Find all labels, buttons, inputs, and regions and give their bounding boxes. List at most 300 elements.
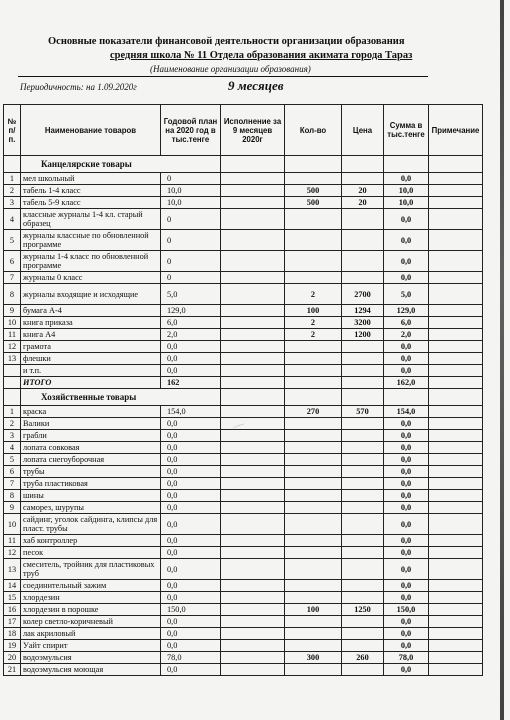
quantity-value: 2 (285, 284, 342, 305)
row-number: 18 (4, 628, 21, 640)
quantity-value (285, 173, 342, 185)
sum-value: 0,0 (384, 353, 429, 365)
plan-value: 0,0 (161, 365, 221, 377)
table-row (4, 580, 483, 592)
quantity-value (285, 272, 342, 284)
quantity-value: 2 (285, 329, 342, 341)
sum-value: 0,0 (384, 514, 429, 535)
note-value (429, 317, 483, 329)
price-value: 1294 (342, 305, 384, 317)
price-value (342, 514, 384, 535)
row-number: 11 (4, 535, 21, 547)
total-price (342, 377, 384, 389)
total-number-cell (4, 377, 21, 389)
price-value: 20 (342, 197, 384, 209)
note-value (429, 341, 483, 353)
plan-value: 0,0 (161, 535, 221, 547)
table-row (4, 490, 483, 502)
total-row (4, 377, 483, 389)
item-name: песок (21, 547, 161, 559)
row-number: 12 (4, 547, 21, 559)
col-header-sum: Сумма в тыс.тенге (384, 105, 429, 156)
row-number: 3 (4, 430, 21, 442)
note-value (429, 442, 483, 454)
item-name: колер светло-коричневый (21, 616, 161, 628)
execution-value (221, 209, 285, 230)
table-row (4, 592, 483, 604)
note-value (429, 353, 483, 365)
execution-value (221, 272, 285, 284)
section-empty-cell (429, 389, 483, 406)
item-name: хлордезин (21, 592, 161, 604)
table-row (4, 197, 483, 209)
sum-value: 0,0 (384, 341, 429, 353)
price-value (342, 628, 384, 640)
organization-caption: (Наименование организации образования) (150, 64, 311, 74)
table-row (4, 251, 483, 272)
row-number: 20 (4, 652, 21, 664)
price-value (342, 173, 384, 185)
sum-value: 0,0 (384, 272, 429, 284)
section-empty-cell (342, 156, 384, 173)
sum-value: 0,0 (384, 616, 429, 628)
price-value (342, 490, 384, 502)
quantity-value: 270 (285, 406, 342, 418)
total-plan: 162 (161, 377, 221, 389)
sum-value: 0,0 (384, 478, 429, 490)
note-value (429, 197, 483, 209)
price-value (342, 341, 384, 353)
sum-value: 0,0 (384, 418, 429, 430)
execution-value (221, 640, 285, 652)
item-name: бумага А-4 (21, 305, 161, 317)
plan-value: 0,0 (161, 664, 221, 676)
table-row (4, 604, 483, 616)
item-name: саморез, шурупы (21, 502, 161, 514)
row-number: 16 (4, 604, 21, 616)
table-row (4, 616, 483, 628)
table-row (4, 284, 483, 305)
plan-value: 0,0 (161, 430, 221, 442)
item-name: Уайт спирит (21, 640, 161, 652)
quantity-value (285, 353, 342, 365)
row-number: 13 (4, 559, 21, 580)
execution-value (221, 502, 285, 514)
note-value (429, 284, 483, 305)
note-value (429, 173, 483, 185)
row-number: 17 (4, 616, 21, 628)
total-label: ИТОГО (21, 377, 161, 389)
note-value (429, 305, 483, 317)
table-row (4, 173, 483, 185)
table-row (4, 272, 483, 284)
sum-value: 10,0 (384, 197, 429, 209)
row-number: 4 (4, 442, 21, 454)
sum-value: 0,0 (384, 454, 429, 466)
row-number: 3 (4, 197, 21, 209)
plan-value: 10,0 (161, 185, 221, 197)
row-number: 6 (4, 466, 21, 478)
note-value (429, 628, 483, 640)
price-value (342, 664, 384, 676)
item-name: грабли (21, 430, 161, 442)
execution-value (221, 305, 285, 317)
plan-value: 0,0 (161, 592, 221, 604)
col-header-plan: Годовой план на 2020 год в тыс.тенге (161, 105, 221, 156)
quantity-value: 100 (285, 305, 342, 317)
quantity-value (285, 580, 342, 592)
col-header-price: Цена (342, 105, 384, 156)
item-name: журналы 1-4 класс по обновленной программе (21, 251, 161, 272)
table-row (4, 430, 483, 442)
item-name: лопата снегоуборочная (21, 454, 161, 466)
plan-value: 0,0 (161, 454, 221, 466)
table-row (4, 230, 483, 251)
quantity-value (285, 466, 342, 478)
item-name: грамота (21, 341, 161, 353)
item-name: лопата совковая (21, 442, 161, 454)
plan-value: 0,0 (161, 418, 221, 430)
sum-value: 0,0 (384, 628, 429, 640)
note-value (429, 514, 483, 535)
price-value (342, 365, 384, 377)
item-name: табель 5-9 класс (21, 197, 161, 209)
price-value (342, 230, 384, 251)
note-value (429, 272, 483, 284)
execution-value (221, 284, 285, 305)
col-header-number: № п/п. (4, 105, 21, 156)
execution-value (221, 628, 285, 640)
item-name: журналы входящие и исходящие (21, 284, 161, 305)
sum-value: 0,0 (384, 173, 429, 185)
quantity-value (285, 442, 342, 454)
execution-value (221, 514, 285, 535)
section-header-row (4, 389, 483, 406)
quantity-value (285, 341, 342, 353)
plan-value: 0 (161, 209, 221, 230)
quantity-value: 300 (285, 652, 342, 664)
table-row (4, 185, 483, 197)
table-row (4, 317, 483, 329)
row-number: 14 (4, 580, 21, 592)
note-value (429, 616, 483, 628)
item-name: хлордезин в порошке (21, 604, 161, 616)
total-sum: 162,0 (384, 377, 429, 389)
quantity-value (285, 640, 342, 652)
table-row (4, 209, 483, 230)
row-number: 2 (4, 185, 21, 197)
item-name: водоэмульсия моющая (21, 664, 161, 676)
sum-value: 0,0 (384, 580, 429, 592)
table-row (4, 478, 483, 490)
plan-value: 0 (161, 173, 221, 185)
execution-value (221, 173, 285, 185)
row-number: 10 (4, 514, 21, 535)
note-value (429, 559, 483, 580)
item-name: труба пластиковая (21, 478, 161, 490)
row-number: 13 (4, 353, 21, 365)
plan-value: 0,0 (161, 478, 221, 490)
item-name: соединительный зажим (21, 580, 161, 592)
quantity-value: 500 (285, 185, 342, 197)
col-header-note: Примечание (429, 105, 483, 156)
item-name: журналы 0 класс (21, 272, 161, 284)
item-name: шины (21, 490, 161, 502)
item-name: хаб контроллер (21, 535, 161, 547)
item-name: классные журналы 1-4 кл. старый образец (21, 209, 161, 230)
plan-value: 78,0 (161, 652, 221, 664)
item-name: Валики (21, 418, 161, 430)
row-number: 2 (4, 418, 21, 430)
price-value (342, 580, 384, 592)
row-number: 21 (4, 664, 21, 676)
execution-value (221, 197, 285, 209)
quantity-value (285, 490, 342, 502)
sum-value: 0,0 (384, 640, 429, 652)
sum-value: 150,0 (384, 604, 429, 616)
note-value (429, 490, 483, 502)
sum-value: 0,0 (384, 664, 429, 676)
sum-value: 0,0 (384, 230, 429, 251)
note-value (429, 251, 483, 272)
row-number: 11 (4, 329, 21, 341)
plan-value: 150,0 (161, 604, 221, 616)
sum-value: 0,0 (384, 430, 429, 442)
price-value: 260 (342, 652, 384, 664)
execution-value (221, 604, 285, 616)
note-value (429, 664, 483, 676)
plan-value: 0,0 (161, 442, 221, 454)
quantity-value (285, 454, 342, 466)
sum-value: 6,0 (384, 317, 429, 329)
table-body (4, 156, 483, 676)
plan-value: 0,0 (161, 580, 221, 592)
total-qty (285, 377, 342, 389)
document-title-line1: Основные показатели финансовой деятельности организации образования (48, 36, 405, 47)
item-name: мел школьный (21, 173, 161, 185)
sum-value: 0,0 (384, 547, 429, 559)
quantity-value (285, 628, 342, 640)
section-empty-cell (285, 156, 342, 173)
table-row (4, 547, 483, 559)
table-row (4, 442, 483, 454)
quantity-value (285, 430, 342, 442)
execution-value (221, 230, 285, 251)
months-label: 9 месяцев (228, 78, 284, 93)
execution-value (221, 664, 285, 676)
price-value (342, 209, 384, 230)
col-header-name: Наименование товаров (21, 105, 161, 156)
quantity-value (285, 559, 342, 580)
execution-value (221, 559, 285, 580)
note-value (429, 406, 483, 418)
table-row (4, 559, 483, 580)
total-note (429, 377, 483, 389)
row-number (4, 365, 21, 377)
price-value (342, 251, 384, 272)
item-name: и т.п. (21, 365, 161, 377)
section-empty-cell (429, 156, 483, 173)
sum-value: 0,0 (384, 592, 429, 604)
sum-value: 5,0 (384, 284, 429, 305)
price-value (342, 353, 384, 365)
section-empty-cell (221, 389, 285, 406)
sum-value: 78,0 (384, 652, 429, 664)
table-row (4, 353, 483, 365)
note-value (429, 547, 483, 559)
item-name: трубы (21, 466, 161, 478)
sum-value: 2,0 (384, 329, 429, 341)
execution-value (221, 341, 285, 353)
quantity-value (285, 418, 342, 430)
table-row (4, 640, 483, 652)
sum-value: 0,0 (384, 442, 429, 454)
table-row (4, 466, 483, 478)
price-value: 3200 (342, 317, 384, 329)
quantity-value: 100 (285, 604, 342, 616)
plan-value: 2,0 (161, 329, 221, 341)
price-value: 2700 (342, 284, 384, 305)
execution-value (221, 652, 285, 664)
row-number: 4 (4, 209, 21, 230)
note-value (429, 652, 483, 664)
row-number: 1 (4, 406, 21, 418)
plan-value: 10,0 (161, 197, 221, 209)
price-value (342, 640, 384, 652)
execution-value (221, 185, 285, 197)
price-value (342, 559, 384, 580)
note-value (429, 478, 483, 490)
section-empty-cell (384, 389, 429, 406)
row-number: 10 (4, 317, 21, 329)
price-value (342, 592, 384, 604)
note-value (429, 430, 483, 442)
price-value: 20 (342, 185, 384, 197)
section-empty-cell (384, 156, 429, 173)
plan-value: 0,0 (161, 616, 221, 628)
table-row (4, 502, 483, 514)
table-header-row (4, 105, 483, 156)
execution-value (221, 418, 285, 430)
execution-value (221, 580, 285, 592)
sum-value: 0,0 (384, 535, 429, 547)
execution-value (221, 616, 285, 628)
sum-value: 0,0 (384, 251, 429, 272)
note-value (429, 502, 483, 514)
sum-value: 10,0 (384, 185, 429, 197)
price-value (342, 454, 384, 466)
execution-value (221, 329, 285, 341)
execution-value (221, 365, 285, 377)
table-row (4, 514, 483, 535)
table-row (4, 305, 483, 317)
item-name: сайдинг, уголок сайдинга, клипсы для пласт. трубы (21, 514, 161, 535)
item-name: книга А4 (21, 329, 161, 341)
sum-value: 0,0 (384, 209, 429, 230)
sum-value: 0,0 (384, 559, 429, 580)
quantity-value (285, 365, 342, 377)
period-label: Периодичность: на 1.09.2020г (20, 82, 137, 92)
execution-value (221, 430, 285, 442)
note-value (429, 466, 483, 478)
note-value (429, 535, 483, 547)
row-number: 15 (4, 592, 21, 604)
note-value (429, 604, 483, 616)
execution-value (221, 535, 285, 547)
sum-value: 0,0 (384, 490, 429, 502)
item-name: книга приказа (21, 317, 161, 329)
price-value (342, 466, 384, 478)
plan-value: 0 (161, 272, 221, 284)
note-value (429, 185, 483, 197)
execution-value (221, 353, 285, 365)
row-number: 7 (4, 272, 21, 284)
quantity-value (285, 209, 342, 230)
quantity-value (285, 478, 342, 490)
note-value (429, 640, 483, 652)
plan-value: 0,0 (161, 341, 221, 353)
section-empty-cell (342, 389, 384, 406)
note-value (429, 418, 483, 430)
plan-value: 0,0 (161, 628, 221, 640)
quantity-value (285, 664, 342, 676)
section-header-row (4, 156, 483, 173)
execution-value (221, 592, 285, 604)
row-number: 5 (4, 230, 21, 251)
note-value (429, 580, 483, 592)
plan-value: 0,0 (161, 514, 221, 535)
quantity-value (285, 251, 342, 272)
note-value (429, 230, 483, 251)
table-row (4, 365, 483, 377)
col-header-quantity: Кол-во (285, 105, 342, 156)
price-value (342, 478, 384, 490)
organization-name: средняя школа № 11 Отдела образования акимата города Тараз (110, 50, 413, 61)
col-header-execution: Исполнение за 9 месяцев 2020г (221, 105, 285, 156)
plan-value: 6,0 (161, 317, 221, 329)
row-number: 8 (4, 284, 21, 305)
plan-value: 0,0 (161, 353, 221, 365)
section-title: Хозяйственные товары (21, 389, 221, 406)
note-value (429, 329, 483, 341)
quantity-value: 2 (285, 317, 342, 329)
row-number: 6 (4, 251, 21, 272)
item-name: флешки (21, 353, 161, 365)
section-empty-cell (285, 389, 342, 406)
plan-value: 0,0 (161, 502, 221, 514)
execution-value (221, 454, 285, 466)
item-name: журналы классные по обновленной программе (21, 230, 161, 251)
sum-value: 154,0 (384, 406, 429, 418)
total-exec (221, 377, 285, 389)
row-number: 9 (4, 502, 21, 514)
note-value (429, 454, 483, 466)
price-value: 1250 (342, 604, 384, 616)
quantity-value (285, 514, 342, 535)
price-value (342, 418, 384, 430)
plan-value: 129,0 (161, 305, 221, 317)
plan-value: 0,0 (161, 466, 221, 478)
note-value (429, 592, 483, 604)
sum-value: 0,0 (384, 365, 429, 377)
price-value: 570 (342, 406, 384, 418)
plan-value: 0,0 (161, 547, 221, 559)
row-number: 9 (4, 305, 21, 317)
item-name: водоэмульсия (21, 652, 161, 664)
faint-stamp-mark: ~~~ (231, 420, 246, 432)
quantity-value (285, 616, 342, 628)
row-number: 1 (4, 173, 21, 185)
